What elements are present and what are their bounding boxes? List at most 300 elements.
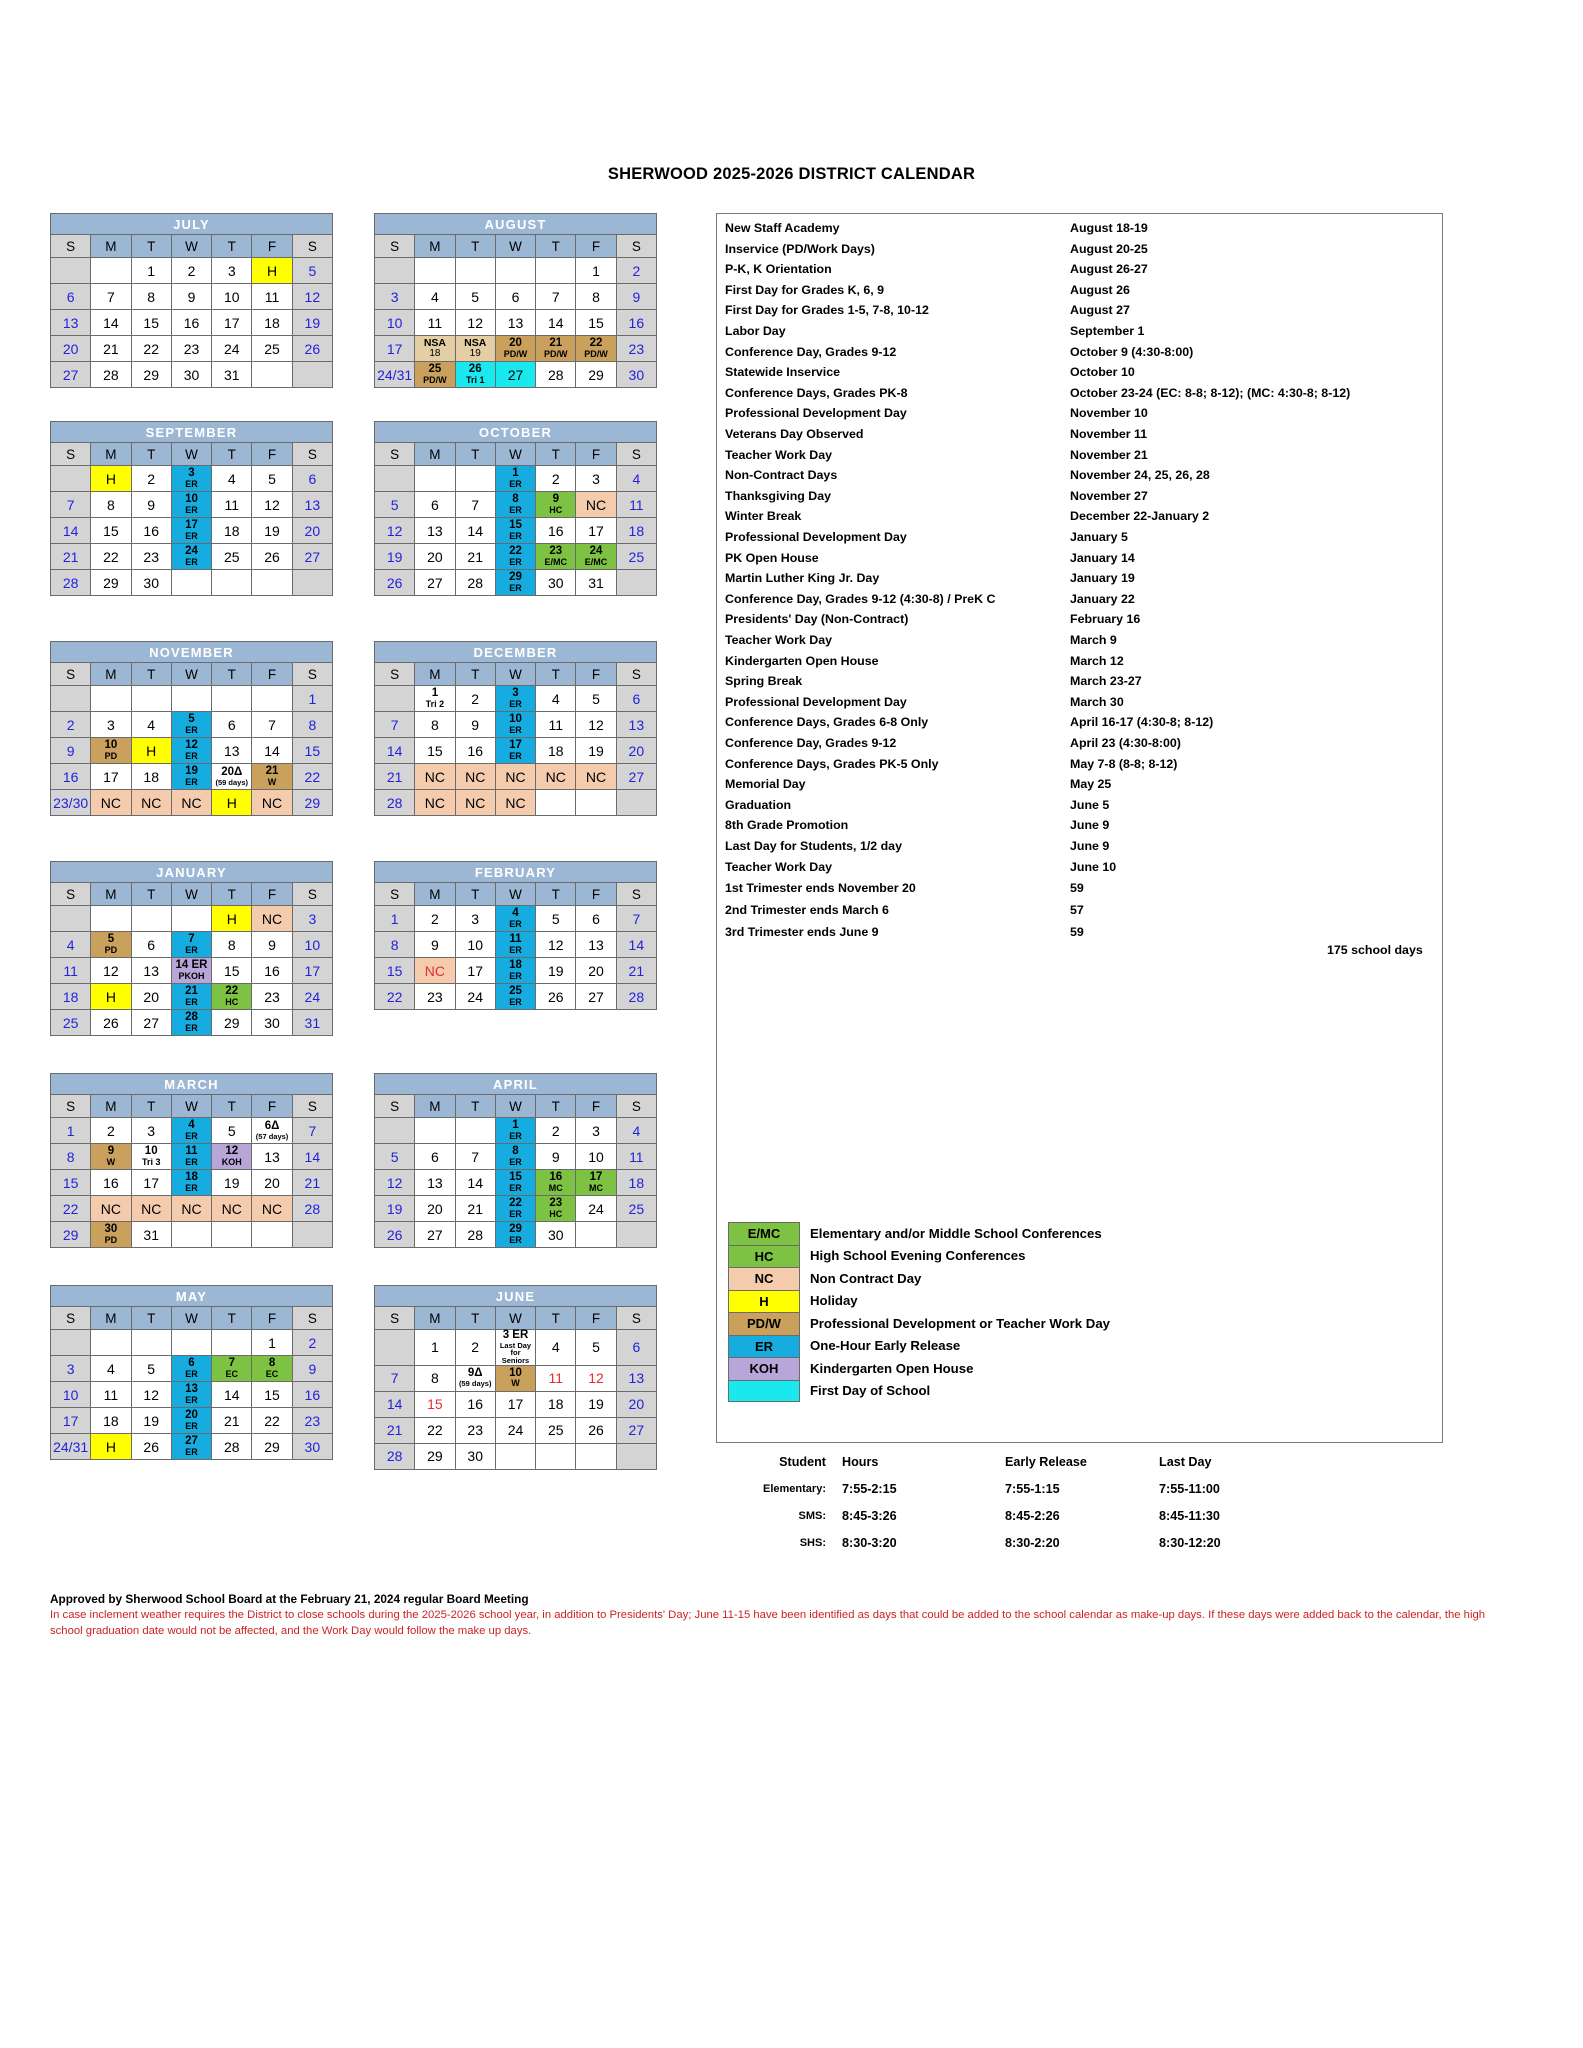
day-cell (495, 544, 535, 570)
day-cell: 9 (292, 1356, 332, 1382)
event-row (717, 239, 1442, 260)
day-cell: 19 (292, 310, 332, 336)
day-cell: 29 (292, 790, 332, 816)
event-date: August 27 (1070, 303, 1130, 318)
day-cell: 30 (616, 362, 656, 388)
event-date: August 26-27 (1070, 262, 1148, 277)
hours-school: SMS: (798, 1509, 826, 1522)
total-days: 175 school days (1327, 943, 1423, 957)
day-cell: 24/31 (375, 362, 415, 388)
day-cell (171, 686, 211, 712)
day-cell (51, 906, 91, 932)
day-cell: 26 (536, 984, 576, 1010)
day-cell: 4 (131, 712, 171, 738)
event-name: Memorial Day (725, 777, 806, 792)
day-cell: 3 (455, 906, 495, 932)
day-cell-content (496, 492, 535, 517)
day-cell: 12 (375, 518, 415, 544)
day-cell-content (496, 1366, 535, 1391)
event-name: Thanksgiving Day (725, 488, 832, 503)
day-cell: 3 (212, 258, 252, 284)
month-title: SEPTEMBER (51, 422, 333, 443)
month-title: MAY (51, 1286, 333, 1307)
day-cell: 17 (131, 1170, 171, 1196)
day-marker: MC (589, 1182, 604, 1193)
day-cell: 27 (415, 1222, 455, 1248)
dow-header: W (495, 1307, 535, 1330)
day-cell: 26 (375, 1222, 415, 1248)
day-cell: 5 (536, 906, 576, 932)
day-cell (171, 984, 211, 1010)
day-number: 22 (589, 337, 603, 350)
day-cell-content (172, 1356, 211, 1381)
day-cell-marked: H (212, 906, 252, 932)
day-cell (171, 1382, 211, 1408)
day-cell-marked: NC (131, 790, 171, 816)
day-marker: ER (185, 504, 198, 515)
day-cell (375, 686, 415, 712)
day-cell: 11 (212, 492, 252, 518)
day-number: 20Δ (221, 765, 243, 778)
day-cell: 30 (536, 570, 576, 596)
day-cell (171, 1330, 211, 1356)
day-cell: 19 (576, 738, 616, 764)
day-marker: HC (549, 1208, 563, 1219)
hours-last-day: 7:55-11:00 (1159, 1481, 1220, 1496)
day-cell: 30 (455, 1443, 495, 1469)
day-cell (212, 1144, 252, 1170)
day-number: 4 (512, 907, 519, 920)
day-marker: ER (185, 1182, 198, 1193)
day-cell: 28 (616, 984, 656, 1010)
event-row (717, 733, 1442, 754)
day-cell-content (576, 544, 615, 569)
day-cell: 14 (375, 738, 415, 764)
day-cell-marked: NC (415, 790, 455, 816)
day-cell: 2 (616, 258, 656, 284)
dow-header: T (131, 663, 171, 686)
day-marker: ER (509, 918, 522, 929)
day-cell: 3 (91, 712, 131, 738)
day-cell (212, 1330, 252, 1356)
day-cell (171, 1118, 211, 1144)
day-cell: 18 (252, 310, 292, 336)
legend-row (728, 1312, 1110, 1335)
week-row (51, 492, 333, 518)
legend-swatch: NC (728, 1267, 800, 1290)
day-cell-content (496, 466, 535, 491)
hours-school: SHS: (799, 1536, 826, 1549)
event-date: January 5 (1070, 530, 1128, 544)
day-cell: 8 (292, 712, 332, 738)
day-number: 12 (185, 739, 198, 752)
event-name: First Day for Grades 1-5, 7-8, 10-12 (725, 303, 929, 318)
day-number: 25 (509, 985, 522, 998)
day-cell: 21 (91, 336, 131, 362)
day-marker: ER (185, 750, 198, 761)
day-cell: 20 (415, 1196, 455, 1222)
week-row (375, 1196, 657, 1222)
month-table-january (50, 861, 333, 1036)
day-cell (292, 570, 332, 596)
day-cell: 18 (131, 764, 171, 790)
day-marker: ER (509, 1156, 522, 1167)
day-cell-content (496, 738, 535, 763)
month-title: OCTOBER (375, 422, 657, 443)
dow-header: S (616, 443, 656, 466)
day-cell-content (212, 1144, 251, 1169)
day-number: 21 (265, 765, 279, 778)
week-row (375, 492, 657, 518)
day-number: 3 (512, 687, 519, 700)
day-cell (495, 1144, 535, 1170)
day-cell: 19 (131, 1408, 171, 1434)
day-cell-content (496, 686, 535, 711)
day-cell-marked: H (91, 466, 131, 492)
day-cell (576, 1443, 616, 1469)
hours-header: Last Day (1159, 1454, 1212, 1469)
day-cell: 1 (375, 906, 415, 932)
day-cell: 11 (51, 958, 91, 984)
day-cell: 20 (616, 1391, 656, 1417)
day-cell: 3 (292, 906, 332, 932)
day-cell (51, 686, 91, 712)
day-cell (131, 906, 171, 932)
day-cell (171, 958, 211, 984)
day-cell: 12 (91, 958, 131, 984)
week-row (51, 1010, 333, 1036)
day-cell: 6 (415, 1144, 455, 1170)
day-cell: 7 (375, 712, 415, 738)
day-cell-content (536, 1196, 575, 1221)
day-cell: 13 (51, 310, 91, 336)
day-cell: 13 (616, 712, 656, 738)
day-marker: (59 days) (215, 777, 249, 787)
day-cell: 3 (576, 1118, 616, 1144)
day-cell (415, 258, 455, 284)
dow-header: T (455, 235, 495, 258)
day-cell: 19 (212, 1170, 252, 1196)
legend-row (728, 1290, 1110, 1313)
dow-header: S (51, 1095, 91, 1118)
day-cell: 8 (576, 284, 616, 310)
trimester-name: 3rd Trimester ends June 9 (725, 925, 879, 939)
day-marker: 19 (469, 347, 481, 359)
day-cell: 16 (131, 518, 171, 544)
day-cell: 21 (212, 1408, 252, 1434)
day-marker: ER (185, 1446, 198, 1457)
day-cell: 10 (212, 284, 252, 310)
event-row (717, 712, 1442, 733)
day-cell (455, 1365, 495, 1391)
day-cell (536, 1170, 576, 1196)
day-cell (495, 712, 535, 738)
trimester-days: 59 (1070, 925, 1084, 939)
day-cell: 25 (252, 336, 292, 362)
day-cell: 9 (51, 738, 91, 764)
day-cell: 19 (375, 1196, 415, 1222)
legend-swatch: H (728, 1290, 800, 1313)
event-row (717, 486, 1442, 507)
day-cell: 6 (415, 492, 455, 518)
day-cell: 2 (51, 712, 91, 738)
day-cell (252, 764, 292, 790)
hours-row (716, 1475, 1443, 1502)
event-date: March 30 (1070, 694, 1124, 709)
day-cell: 23 (252, 984, 292, 1010)
legend-swatch: KOH (728, 1357, 800, 1380)
event-row (717, 650, 1442, 671)
week-row (51, 1170, 333, 1196)
day-cell: 10 (51, 1382, 91, 1408)
event-name: New Staff Academy (725, 221, 840, 236)
page-title-text: SHERWOOD 2025-2026 DISTRICT CALENDAR (607, 165, 976, 183)
day-cell-content (496, 1222, 535, 1247)
dow-header: T (455, 883, 495, 906)
dow-header: T (536, 883, 576, 906)
day-cell: 7 (292, 1118, 332, 1144)
day-number: 29 (509, 1223, 522, 1236)
month-table-march (50, 1073, 333, 1248)
event-row (717, 280, 1442, 301)
day-cell: 2 (455, 686, 495, 712)
day-cell: 21 (616, 958, 656, 984)
day-cell: 17 (91, 764, 131, 790)
day-cell (171, 544, 211, 570)
day-cell: 24 (495, 1417, 535, 1443)
day-cell (171, 712, 211, 738)
legend-label: Holiday (810, 1293, 858, 1309)
event-row (717, 403, 1442, 424)
day-cell-marked: NC (495, 764, 535, 790)
dow-header: S (51, 663, 91, 686)
day-cell (252, 1356, 292, 1382)
hours-normal: 8:45-3:26 (842, 1508, 897, 1523)
day-cell: 15 (415, 738, 455, 764)
event-name: Conference Day, Grades 9-12 (4:30-8) / PreK C (725, 591, 996, 606)
week-row (375, 712, 657, 738)
legend-label: One-Hour Early Release (810, 1338, 961, 1354)
dow-header: S (616, 235, 656, 258)
event-name: Last Day for Students, 1/2 day (725, 838, 902, 853)
month-title: JUNE (375, 1286, 657, 1307)
event-date: December 22-January 2 (1070, 509, 1210, 524)
day-cell: 8 (375, 932, 415, 958)
day-cell: 10 (375, 310, 415, 336)
day-cell: 3 (131, 1118, 171, 1144)
month-title: FEBRUARY (375, 862, 657, 883)
day-number: 3 (188, 467, 195, 480)
day-cell: 2 (455, 1330, 495, 1366)
day-cell-content (172, 1382, 211, 1407)
day-cell: 23 (616, 336, 656, 362)
day-number: 17 (589, 1171, 603, 1184)
dow-header: S (616, 663, 656, 686)
day-marker: KOH (221, 1156, 242, 1167)
day-cell-content (415, 362, 454, 387)
event-row (717, 671, 1442, 692)
event-name: Veterans Day Observed (725, 427, 864, 442)
day-number: 20 (509, 337, 522, 350)
day-cell (171, 1010, 211, 1036)
day-marker: W (267, 776, 277, 787)
day-cell (415, 1118, 455, 1144)
event-row (717, 383, 1442, 404)
dow-header: T (455, 443, 495, 466)
hours-row (716, 1529, 1443, 1556)
day-cell: 14 (212, 1382, 252, 1408)
day-cell (212, 1222, 252, 1248)
day-cell: 4 (212, 466, 252, 492)
event-name: Winter Break (725, 509, 802, 524)
dow-header: F (252, 1095, 292, 1118)
week-row (51, 932, 333, 958)
dow-header: S (292, 235, 332, 258)
dow-header: F (252, 443, 292, 466)
day-number: 17 (509, 739, 522, 752)
day-cell (131, 1330, 171, 1356)
week-row (51, 1330, 333, 1356)
day-cell: 27 (415, 570, 455, 596)
dow-header: S (375, 883, 415, 906)
day-cell: 14 (51, 518, 91, 544)
week-row (51, 906, 333, 932)
day-cell (375, 1118, 415, 1144)
dow-header: F (252, 663, 292, 686)
week-row (375, 466, 657, 492)
hours-header: Early Release (1005, 1454, 1087, 1469)
day-cell: 16 (616, 310, 656, 336)
legend-label: Professional Development or Teacher Work Day (810, 1315, 1110, 1331)
week-row (375, 336, 657, 362)
event-name: Non-Contract Days (725, 468, 838, 483)
day-cell (616, 1222, 656, 1248)
day-number: 15 (509, 519, 522, 532)
day-marker: ER (185, 478, 198, 489)
day-cell: 30 (292, 1434, 332, 1460)
day-cell (51, 258, 91, 284)
day-cell: 20 (576, 958, 616, 984)
dow-header: T (455, 1095, 495, 1118)
event-date: May 7-8 (8-8; 8-12) (1070, 756, 1178, 771)
day-cell: 23 (171, 336, 211, 362)
day-cell-content (252, 1118, 291, 1143)
day-cell: 2 (536, 466, 576, 492)
hours-early-release: 8:45-2:26 (1005, 1508, 1060, 1523)
day-cell: 27 (616, 764, 656, 790)
dow-header: T (212, 443, 252, 466)
day-number: 13 (185, 1383, 198, 1396)
month-table-july (50, 213, 333, 388)
day-cell-marked: NC (455, 764, 495, 790)
event-row (717, 218, 1442, 239)
legend-label: Non Contract Day (810, 1270, 922, 1286)
week-row (375, 738, 657, 764)
day-cell: 7 (455, 1144, 495, 1170)
day-cell-content (91, 1144, 130, 1169)
week-row (375, 1222, 657, 1248)
event-row (717, 630, 1442, 651)
dow-header: S (51, 1307, 91, 1330)
day-marker: ER (509, 1208, 522, 1219)
day-number: 11 (509, 933, 522, 946)
day-cell: 20 (616, 738, 656, 764)
day-cell: 26 (131, 1434, 171, 1460)
day-cell: 21 (455, 544, 495, 570)
event-row (717, 300, 1442, 321)
day-cell: 7 (536, 284, 576, 310)
day-cell-content (172, 712, 211, 737)
week-row (51, 336, 333, 362)
day-marker: ER (509, 724, 522, 735)
dow-header: S (51, 235, 91, 258)
day-cell-marked: 12 (576, 1365, 616, 1391)
day-cell: 12 (131, 1382, 171, 1408)
week-row (51, 466, 333, 492)
day-number: 18 (185, 1171, 198, 1184)
day-cell-marked: NC (576, 764, 616, 790)
day-cell: 8 (91, 492, 131, 518)
day-cell: 18 (212, 518, 252, 544)
day-marker: ER (509, 970, 522, 981)
day-cell: 22 (252, 1408, 292, 1434)
day-marker: Last Day for Seniors (499, 1340, 532, 1365)
day-cell: 18 (616, 1170, 656, 1196)
event-row (717, 445, 1442, 466)
day-cell (171, 1144, 211, 1170)
event-row (717, 836, 1442, 857)
day-cell (616, 790, 656, 816)
event-row (717, 609, 1442, 630)
day-cell: 2 (292, 1330, 332, 1356)
day-cell: 4 (91, 1356, 131, 1382)
event-row (717, 362, 1442, 383)
day-cell-content (536, 544, 575, 569)
day-number: 10 (509, 713, 522, 726)
week-row (375, 310, 657, 336)
day-cell (171, 1434, 211, 1460)
day-marker: ER (185, 1368, 198, 1379)
day-marker: ER (185, 530, 198, 541)
dow-header: M (415, 663, 455, 686)
event-name: Teacher Work Day (725, 447, 832, 462)
event-name: Conference Day, Grades 9-12 (725, 344, 897, 359)
day-cell: 13 (415, 1170, 455, 1196)
event-date: June 9 (1070, 818, 1110, 833)
hours-normal: 7:55-2:15 (842, 1481, 897, 1496)
day-cell: 26 (576, 1417, 616, 1443)
event-name: Teacher Work Day (725, 859, 832, 874)
day-marker: ER (509, 478, 522, 489)
week-row (51, 362, 333, 388)
day-cell-marked: NC (252, 906, 292, 932)
day-cell: 12 (455, 310, 495, 336)
day-cell (91, 932, 131, 958)
day-marker: ER (509, 1182, 522, 1193)
day-cell: 17 (51, 1408, 91, 1434)
event-date: August 26 (1070, 282, 1130, 297)
week-row (375, 544, 657, 570)
day-cell (375, 1330, 415, 1366)
day-cell: 18 (91, 1408, 131, 1434)
day-cell-content (172, 518, 211, 543)
day-cell: 20 (131, 984, 171, 1010)
day-cell: 18 (536, 738, 576, 764)
hours-early-release: 7:55-1:15 (1005, 1481, 1060, 1496)
month-title: MARCH (51, 1074, 333, 1095)
day-cell: 4 (51, 932, 91, 958)
day-marker: ER (185, 996, 198, 1007)
